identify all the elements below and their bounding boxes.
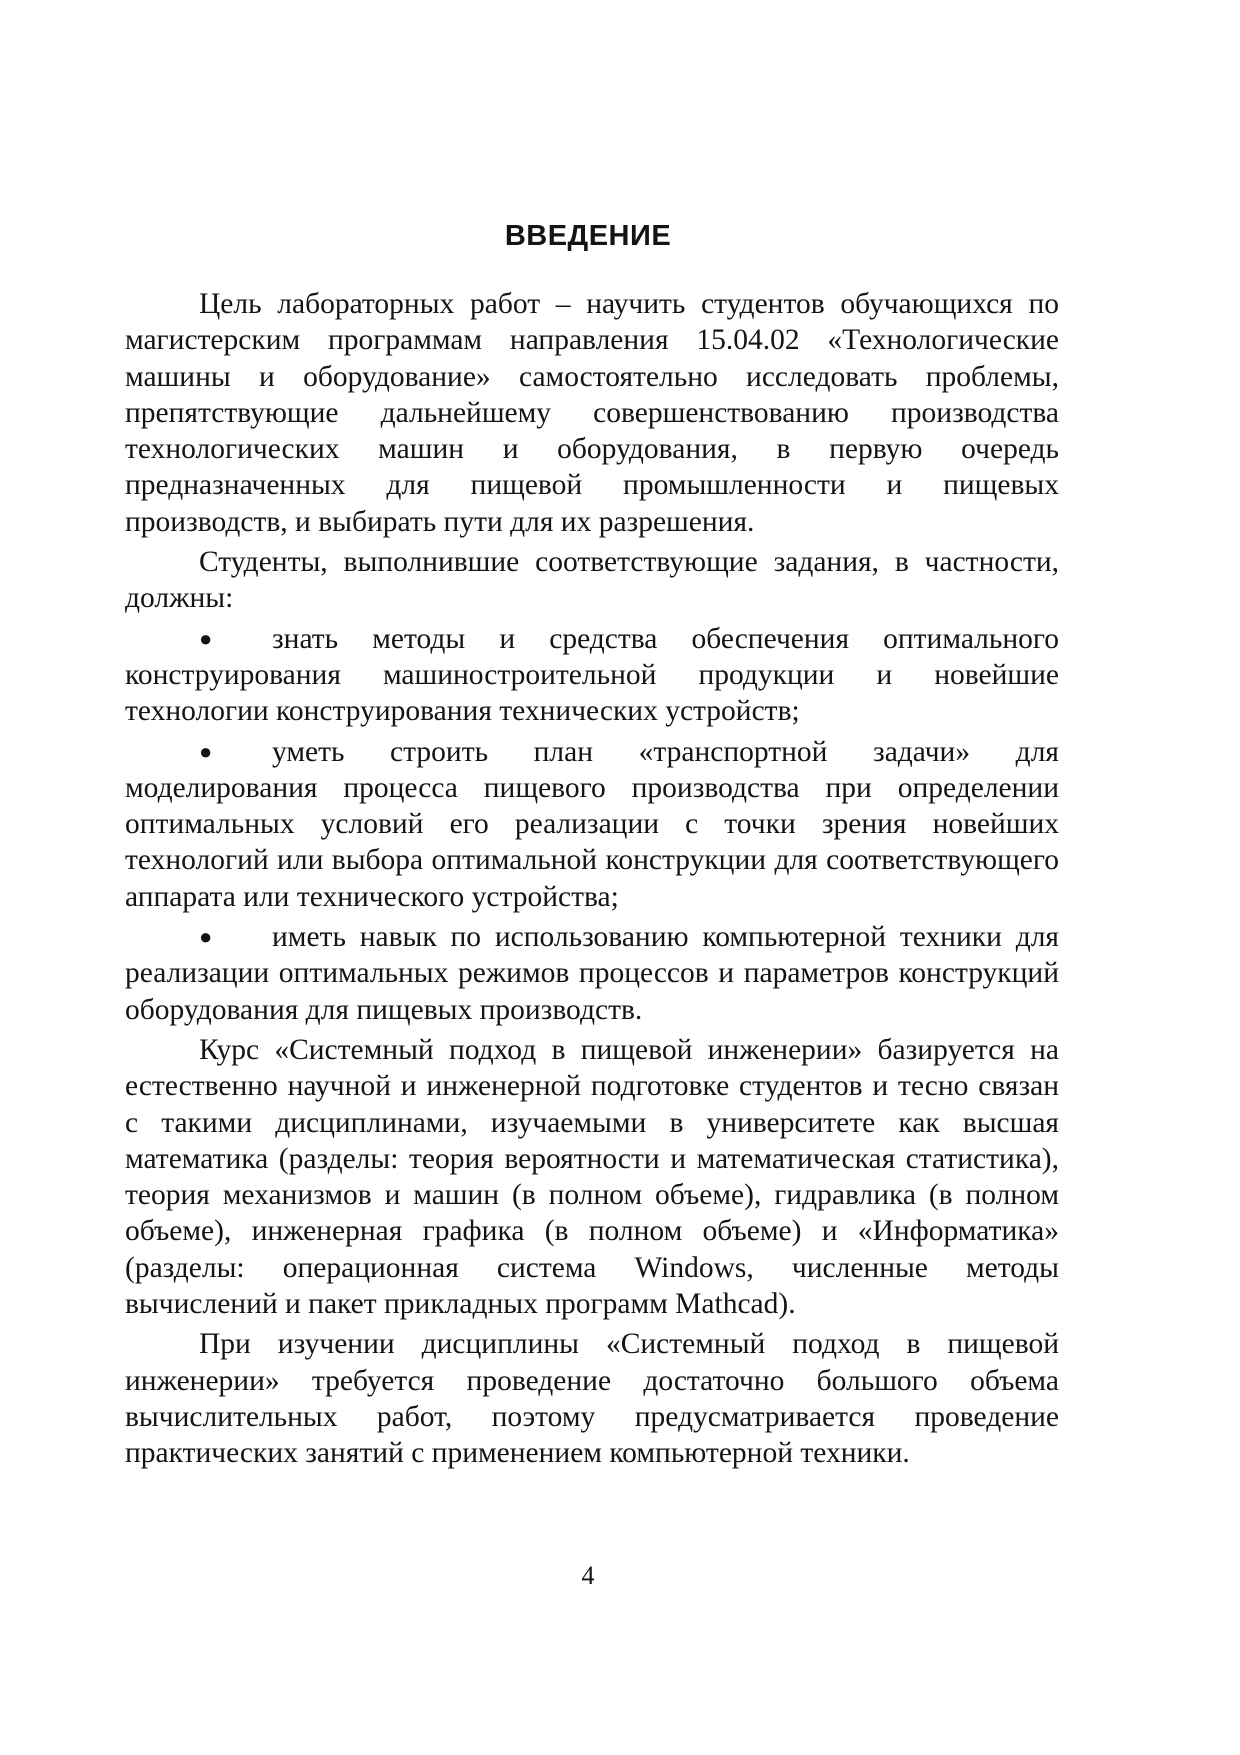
body-text <box>125 286 1059 1472</box>
paragraph-study: При изучении дисциплины «Системный подход в пищевой инженерии» требуется проведение достаточно большого объема вычислительных работ, поэтому предусматривается проведение практических занятий с применением компьютерной техники. <box>125 1328 1059 1470</box>
list-item <box>125 919 1059 1028</box>
list-item <box>125 621 1059 730</box>
page-number: 4 <box>581 1561 595 1590</box>
list-item <box>125 734 1059 915</box>
paragraph-purpose: Цель лабораторных работ – научить студентов обучающихся по магистерским программам направления 15.04.02 «Технологические машины и оборудование» самостоятельно исследовать проблемы, препятствующие дальнейшему совершенствованию производства технологических машин и оборудования, в первую очередь предназначенных для пищевой промышленности и пищевых производств, и выбирать пути для их разрешения. <box>125 288 1059 538</box>
paragraph-course: Курс «Системный подход в пищевой инженерии» базируется на естественно научной и инженерной подготовке студентов и тесно связан с такими дисциплинами, изучаемыми в университете как высшая математика (разделы: теория вероятности и математическая статистика), теория механизмов и машин (в полном объеме), гидравлика (в полном объеме), инженерная графика (в полном объеме) и «Информатика» (разделы: операционная система Windows, численные методы вычислений и пакет прикладных программ Mathcad). <box>125 1033 1059 1321</box>
list-item-text: знать методы и средства обеспечения оптимального конструирования машиностроительной продукции и новейшие технологии конструирования технических устройств; <box>125 622 1059 728</box>
list-item-text: уметь строить план «транспортной задачи» для моделирования процесса пищевого производства при определении оптимальных условий его реализации с точки зрения новейших технологий или выбора оптимальной конструкции для соответствующего аппарата или технического устройства; <box>125 735 1059 913</box>
paragraph-students: Студенты, выполнившие соответствующие задания, в частности, должны: <box>125 546 1059 615</box>
bullet-icon: ● <box>199 924 213 950</box>
bullet-icon: ● <box>199 738 213 764</box>
page-title: ВВЕДЕНИЕ <box>504 220 672 252</box>
bullet-icon: ● <box>199 625 213 651</box>
list-item-text: иметь навык по использованию компьютерной техники для реализации оптимальных режимов процессов и параметров конструкций оборудования для пищевых производств. <box>125 921 1059 1026</box>
